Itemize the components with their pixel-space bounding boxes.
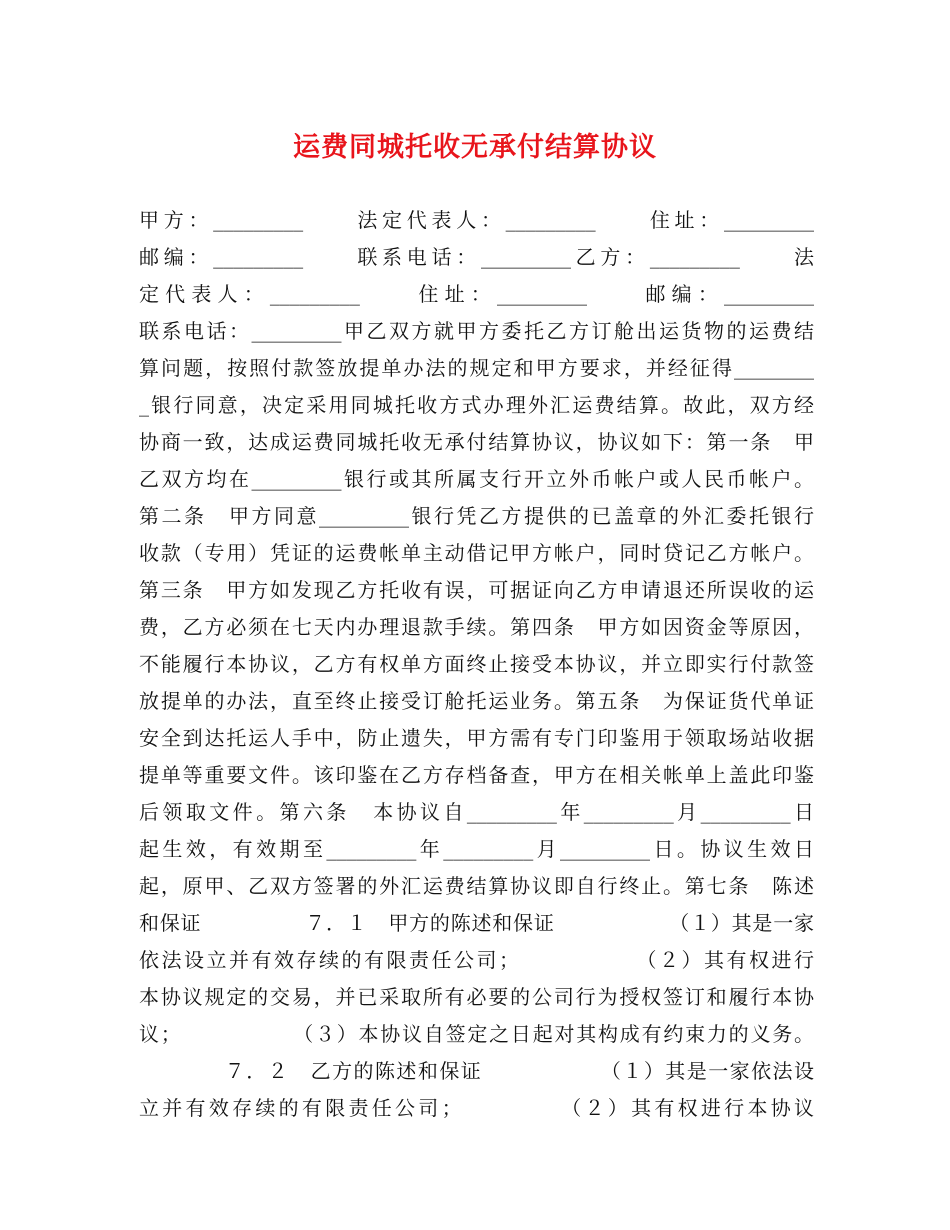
paragraph-line: 安全到达托运人手中，防止遗失，甲方需有专门印鉴用于领取场站收据: [139, 726, 814, 750]
paragraph-line: 本协议规定的交易，并已采取所有必要的公司行为授权签订和履行本协: [139, 985, 814, 1009]
paragraph-line: 费，乙方必须在七天内办理退款手续。第四条 甲方如因资金等原因，: [139, 615, 814, 639]
paragraph-line: 邮编：_________ 联系电话：_________乙方：_________ 法: [139, 245, 814, 269]
paragraph-line: 算问题，按照付款签放提单办法的规定和甲方要求，并经征得________: [139, 356, 814, 380]
paragraph-line: 甲方：_________ 法定代表人：_________ 住址：_________: [139, 208, 814, 232]
paragraph-line: 联系电话：_________甲乙双方就甲方委托乙方订舱出运货物的运费结: [139, 319, 814, 343]
paragraph-line: 立并有效存续的有限责任公司； （２）其有权进行本协议: [139, 1096, 814, 1120]
paragraph-line: 后领取文件。第六条 本协议自_________年_________月_________日: [139, 800, 814, 824]
paragraph-line: ７．２ 乙方的陈述和保证 （１）其是一家依法设: [139, 1059, 814, 1083]
paragraph-line: 定代表人：_________ 住址：_________ 邮编：_________: [139, 282, 814, 306]
paragraph-line: 放提单的办法，直至终止接受订舱托运业务。第五条 为保证货代单证: [139, 689, 814, 713]
paragraph-line: 不能履行本协议，乙方有权单方面终止接受本协议，并立即实行付款签: [139, 652, 814, 676]
paragraph-line: 起生效，有效期至_________年_________月_________日。协议生效日: [139, 837, 814, 861]
paragraph-line: 第二条 甲方同意_________银行凭乙方提供的已盖章的外汇委托银行: [139, 504, 814, 528]
paragraph-line: 提单等重要文件。该印鉴在乙方存档备查，甲方在相关帐单上盖此印鉴: [139, 763, 814, 787]
paragraph-line: 收款（专用）凭证的运费帐单主动借记甲方帐户，同时贷记乙方帐户。: [139, 541, 814, 565]
paragraph-line: 依法设立并有效存续的有限责任公司； （２）其有权进行: [139, 948, 814, 972]
paragraph-line: 议； （３）本协议自签定之日起对其构成有约束力的义务。: [139, 1022, 814, 1046]
paragraph-line: _银行同意，决定采用同城托收方式办理外汇运费结算。故此，双方经: [139, 393, 814, 417]
document-title: 运费同城托收无承付结算协议: [293, 132, 657, 163]
paragraph-line: 和保证 ７．１ 甲方的陈述和保证 （１）其是一家: [139, 911, 814, 935]
paragraph-line: 乙双方均在_________银行或其所属支行开立外币帐户或人民币帐户。: [139, 467, 814, 491]
document-body: [139, 202, 814, 1127]
paragraph-line: 第三条 甲方如发现乙方托收有误，可据证向乙方申请退还所误收的运: [139, 578, 814, 602]
paragraph-line: 起，原甲、乙双方签署的外汇运费结算协议即自行终止。第七条 陈述: [139, 874, 814, 898]
paragraph-line: 协商一致，达成运费同城托收无承付结算协议，协议如下：第一条 甲: [139, 430, 814, 454]
